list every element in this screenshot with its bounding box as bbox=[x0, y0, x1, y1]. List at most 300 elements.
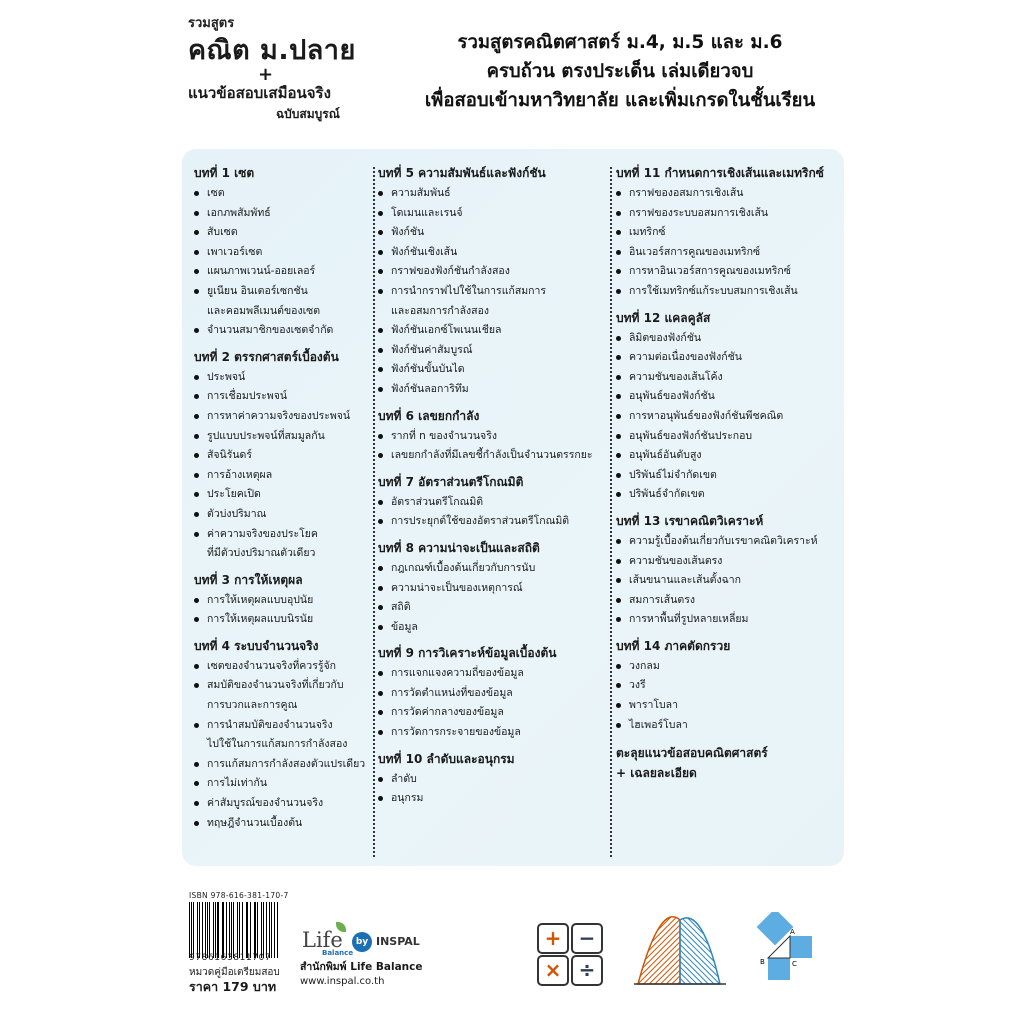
topic-item bbox=[194, 774, 374, 794]
book-category: หมวดคู่มือเตรียมสอบ bbox=[189, 967, 280, 978]
topic-item bbox=[378, 184, 610, 204]
geo-label-c: C bbox=[792, 960, 797, 968]
chapter-title: บทที่ 5 ความสัมพันธ์และฟังก์ชัน bbox=[378, 166, 546, 180]
topic-item bbox=[378, 446, 610, 466]
chapter-title: บทที่ 13 เรขาคณิตวิเคราะห์ bbox=[616, 513, 764, 528]
topic-item bbox=[194, 466, 374, 486]
topic-text: การแก้สมการกำลังสองตัวแปรเดียว bbox=[207, 757, 366, 770]
bullet-icon bbox=[194, 821, 199, 826]
price: ราคา 179 บาท bbox=[189, 979, 277, 994]
topic-text: การแจกแจงความถี่ของข้อมูล bbox=[391, 667, 524, 680]
topic-text: ทฤษฎีจำนวนเบื้องต้น bbox=[207, 816, 303, 829]
topic-text: ตัวบ่งปริมาณ bbox=[207, 507, 267, 520]
topic-text: ประพจน์ bbox=[207, 370, 246, 383]
topic-text: สมการเส้นตรง bbox=[629, 593, 695, 606]
bullet-icon bbox=[194, 492, 199, 497]
bullet-icon bbox=[194, 375, 199, 380]
chapter-block bbox=[616, 638, 842, 735]
topic-item bbox=[378, 579, 610, 599]
geo-label-a: A bbox=[790, 928, 795, 936]
chapter-title: บทที่ 14 ภาคตัดกรวย bbox=[616, 638, 731, 653]
topic-text: รูปแบบประพจน์ที่สมมูลกัน bbox=[207, 429, 325, 442]
topic-text: ฟังก์ชัน bbox=[391, 226, 425, 239]
bullet-icon bbox=[378, 250, 383, 255]
bullet-icon bbox=[194, 683, 199, 688]
topic-text: การวัดการกระจายของข้อมูล bbox=[391, 726, 521, 739]
minus-icon: − bbox=[571, 923, 603, 954]
bullet-icon bbox=[194, 617, 199, 622]
barcode-bar bbox=[250, 902, 251, 958]
topic-text: การวัดตำแหน่งที่ของข้อมูล bbox=[391, 686, 513, 699]
topic-item bbox=[616, 407, 842, 427]
chapter-block bbox=[194, 349, 374, 564]
topic-item bbox=[378, 770, 610, 790]
publisher-name: สำนักพิมพ์ Life Balance bbox=[300, 961, 423, 973]
topic-text: สับเซต bbox=[207, 226, 238, 239]
topic-item bbox=[616, 329, 842, 349]
chapter-title: บทที่ 7 อัตราส่วนตรีโกณมิติ bbox=[378, 474, 524, 489]
bullet-icon bbox=[194, 532, 199, 537]
topic-text: การหาค่าความจริงของประพจน์ bbox=[207, 409, 351, 422]
topic-text: การนำกราฟไปใช้ในการแก้สมการ bbox=[391, 284, 547, 297]
topic-text: และคอมพลีเมนต์ของเซต bbox=[207, 304, 321, 317]
chapter-block bbox=[616, 165, 842, 302]
topic-item bbox=[194, 243, 374, 263]
topic-text: อัตราส่วนตรีโกณมิติ bbox=[391, 495, 484, 508]
chapter-title: บทที่ 4 ระบบจำนวนจริง bbox=[194, 638, 319, 653]
contents-column-2 bbox=[378, 165, 610, 817]
bullet-icon bbox=[616, 617, 621, 622]
bullet-icon bbox=[194, 250, 199, 255]
topic-text: ความรู้เบื้องต้นเกี่ยวกับเรขาคณิตวิเคราะห์ bbox=[629, 534, 818, 547]
topic-text: ประโยคเปิด bbox=[207, 488, 261, 501]
topic-text: การหาพื้นที่รูปหลายเหลี่ยม bbox=[629, 613, 749, 626]
topic-item bbox=[616, 485, 842, 505]
bullet-icon bbox=[378, 211, 383, 216]
topic-item bbox=[378, 703, 610, 723]
chapter-title: บทที่ 11 กำหนดการเชิงเส้นและเมทริกซ์ bbox=[616, 166, 824, 180]
bullet-icon bbox=[378, 777, 383, 782]
topic-text: การใช้เมทริกซ์แก้ระบบสมการเชิงเส้น bbox=[629, 284, 798, 297]
topic-text: อนุพันธ์อันดับสูง bbox=[629, 449, 702, 462]
pythagoras-icon bbox=[742, 912, 822, 988]
chapter-title: บทที่ 6 เลขยกกำลัง bbox=[378, 408, 480, 423]
bullet-icon bbox=[378, 191, 383, 196]
bullet-icon bbox=[616, 375, 621, 380]
topic-item bbox=[194, 794, 374, 814]
topic-item bbox=[378, 380, 610, 400]
topic-text: เส้นขนานและเส้นตั้งฉาก bbox=[629, 574, 741, 587]
topic-item bbox=[194, 676, 374, 715]
topic-text: อินเวอร์สการคูณของเมทริกซ์ bbox=[629, 245, 761, 258]
topic-text: เพาเวอร์เซต bbox=[207, 245, 263, 258]
bullet-icon bbox=[378, 230, 383, 235]
topic-text: เมทริกซ์ bbox=[629, 226, 666, 239]
topic-item bbox=[194, 610, 374, 630]
topic-text: เซต bbox=[207, 187, 225, 199]
bullet-icon bbox=[378, 387, 383, 392]
barcode-bar bbox=[217, 902, 218, 958]
bullet-icon bbox=[616, 539, 621, 544]
topic-text: พาราโบลา bbox=[629, 699, 678, 712]
topic-item bbox=[378, 360, 610, 380]
barcode-bar bbox=[213, 902, 214, 958]
barcode bbox=[189, 902, 279, 958]
topic-item bbox=[616, 387, 842, 407]
bullet-icon bbox=[616, 250, 621, 255]
topic-item bbox=[194, 368, 374, 388]
topic-text: สัจนิรันดร์ bbox=[207, 449, 253, 462]
bullet-icon bbox=[378, 710, 383, 715]
chapter-block bbox=[194, 165, 374, 341]
topic-text: ฟังก์ชันเอกซ์โพเนนเชียล bbox=[391, 324, 502, 337]
barcode-bar bbox=[261, 902, 262, 958]
chapter-title: บทที่ 12 แคลคูลัส bbox=[616, 310, 711, 325]
topic-text: วงรี bbox=[629, 679, 646, 692]
topic-item bbox=[616, 282, 842, 302]
topic-item bbox=[378, 789, 610, 809]
topic-text: กราฟของระบบอสมการเชิงเส้น bbox=[629, 206, 769, 219]
topic-item bbox=[194, 657, 374, 677]
topic-text: ค่าความจริงของประโยค bbox=[207, 527, 318, 540]
topic-item bbox=[194, 223, 374, 243]
topic-item bbox=[616, 368, 842, 388]
bullet-icon bbox=[194, 781, 199, 786]
topic-text: ค่าสัมบูรณ์ของจำนวนจริง bbox=[207, 797, 324, 810]
topic-text: การวัดค่ากลางของข้อมูล bbox=[391, 706, 504, 719]
chapter-title: บทที่ 9 การวิเคราะห์ข้อมูลเบื้องต้น bbox=[378, 646, 557, 661]
topic-item bbox=[616, 184, 842, 204]
topic-item bbox=[378, 282, 610, 321]
bullet-icon bbox=[378, 605, 383, 610]
topic-item bbox=[194, 446, 374, 466]
topic-text: ไปใช้ในการแก้สมการกำลังสอง bbox=[207, 738, 348, 751]
topic-item bbox=[378, 664, 610, 684]
area-under-curve-icon bbox=[630, 912, 730, 988]
topic-text: ความต่อเนื่องของฟังก์ชัน bbox=[629, 351, 742, 364]
mid-title: แนวข้อสอบเสมือนจริง bbox=[188, 84, 331, 102]
publisher-website: www.inspal.co.th bbox=[300, 976, 385, 987]
chapter-title: บทที่ 2 ตรรกศาสตร์เบื้องต้น bbox=[194, 349, 339, 364]
topic-item bbox=[616, 446, 842, 466]
logo-balance-text: Balance bbox=[322, 949, 354, 957]
topic-item bbox=[616, 348, 842, 368]
bullet-icon bbox=[616, 289, 621, 294]
topic-item bbox=[194, 407, 374, 427]
barcode-bar bbox=[233, 902, 234, 958]
chapter-title: บทที่ 8 ความน่าจะเป็นและสถิติ bbox=[378, 540, 540, 555]
bullet-icon bbox=[616, 473, 621, 478]
topic-item bbox=[194, 485, 374, 505]
bullet-icon bbox=[194, 394, 199, 399]
bullet-icon bbox=[378, 796, 383, 801]
bullet-icon bbox=[616, 683, 621, 688]
chapter-block bbox=[378, 751, 610, 809]
bullet-icon bbox=[616, 230, 621, 235]
topic-item bbox=[616, 696, 842, 716]
bullet-icon bbox=[616, 211, 621, 216]
bullet-icon bbox=[378, 348, 383, 353]
bullet-icon bbox=[616, 578, 621, 583]
topic-text: ข้อมูล bbox=[391, 620, 418, 633]
topic-item bbox=[616, 532, 842, 552]
bullet-icon bbox=[616, 394, 621, 399]
topic-item bbox=[194, 321, 374, 341]
bullet-icon bbox=[616, 559, 621, 564]
bullet-icon bbox=[194, 664, 199, 669]
bullet-icon bbox=[378, 367, 383, 372]
topic-item bbox=[194, 814, 374, 834]
bullet-icon bbox=[194, 328, 199, 333]
bullet-icon bbox=[194, 473, 199, 478]
topic-text: กราฟของฟังก์ชันกำลังสอง bbox=[391, 265, 510, 278]
contents-column-3 bbox=[616, 165, 842, 783]
topic-text: การหาอินเวอร์สการคูณของเมทริกซ์ bbox=[629, 265, 791, 278]
barcode-bar bbox=[242, 902, 243, 958]
extra-exercises bbox=[616, 743, 842, 783]
calculator-icon bbox=[537, 923, 603, 985]
topic-text: โดเมนและเรนจ์ bbox=[391, 206, 463, 219]
topic-text: ความสัมพันธ์ bbox=[391, 187, 451, 199]
bullet-icon bbox=[616, 414, 621, 419]
bullet-icon bbox=[616, 453, 621, 458]
bullet-icon bbox=[378, 269, 383, 274]
bullet-icon bbox=[194, 723, 199, 728]
column-divider bbox=[610, 167, 612, 857]
topic-item bbox=[616, 243, 842, 263]
topic-item bbox=[378, 427, 610, 447]
isbn-label: ISBN 978-616-381-170-7 bbox=[189, 891, 289, 900]
topic-text: รากที่ n ของจำนวนจริง bbox=[391, 429, 497, 442]
topic-item bbox=[194, 755, 374, 775]
topic-text: การเชื่อมประพจน์ bbox=[207, 390, 288, 403]
contents-panel bbox=[182, 149, 844, 866]
bullet-icon bbox=[194, 414, 199, 419]
topic-item bbox=[616, 204, 842, 224]
topic-item bbox=[378, 204, 610, 224]
chapter-block bbox=[616, 310, 842, 505]
topic-item bbox=[378, 598, 610, 618]
bullet-icon bbox=[616, 703, 621, 708]
topic-text: วงกลม bbox=[629, 659, 660, 672]
topic-text: ปริพันธ์ไม่จำกัดเขต bbox=[629, 468, 717, 481]
topic-text: เอกภพสัมพัทธ์ bbox=[207, 206, 271, 219]
logo-life-text: Life bbox=[302, 928, 343, 952]
bullet-icon bbox=[194, 453, 199, 458]
barcode-bar bbox=[189, 902, 190, 958]
topic-item bbox=[616, 716, 842, 736]
topic-item bbox=[378, 341, 610, 361]
topic-text: ฟังก์ชันค่าสัมบูรณ์ bbox=[391, 343, 473, 356]
bullet-icon bbox=[616, 191, 621, 196]
barcode-number: 9786163811707 bbox=[189, 953, 272, 963]
topic-text: การบวกและการคูณ bbox=[207, 699, 298, 712]
topic-text: และอสมการกำลังสอง bbox=[391, 304, 490, 317]
bullet-icon bbox=[378, 566, 383, 571]
cover-title bbox=[188, 12, 388, 124]
topic-text: การให้เหตุผลแบบนิรนัย bbox=[207, 613, 314, 626]
topic-item bbox=[616, 466, 842, 486]
topic-text: ฟังก์ชันเชิงเส้น bbox=[391, 245, 458, 258]
topic-text: ความชันของเส้นตรง bbox=[629, 554, 723, 567]
topic-text: การให้เหตุผลแบบอุปนัย bbox=[207, 593, 314, 606]
topic-item bbox=[194, 427, 374, 447]
barcode-bar bbox=[226, 902, 227, 958]
bullet-icon bbox=[194, 598, 199, 603]
topic-item bbox=[194, 282, 374, 321]
bullet-icon bbox=[616, 434, 621, 439]
bullet-icon bbox=[194, 289, 199, 294]
topic-item bbox=[194, 204, 374, 224]
bullet-icon bbox=[378, 671, 383, 676]
topic-item bbox=[616, 223, 842, 243]
headline bbox=[420, 28, 820, 115]
bullet-icon bbox=[616, 598, 621, 603]
bullet-icon bbox=[194, 801, 199, 806]
topic-item bbox=[378, 223, 610, 243]
bullet-icon bbox=[378, 519, 383, 524]
extra-line2: + เฉลยละเอียด bbox=[616, 766, 697, 781]
contents-column-1 bbox=[194, 165, 374, 841]
topic-item bbox=[378, 618, 610, 638]
topic-text: จำนวนสมาชิกของเซตจำกัด bbox=[207, 324, 334, 337]
topic-item bbox=[378, 684, 610, 704]
logo-inspal-text: INSPAL bbox=[376, 935, 420, 948]
topic-item bbox=[378, 723, 610, 743]
chapter-block bbox=[194, 638, 374, 833]
headline-line-2: ครบถ้วน ตรงประเด็น เล่มเดียวจบ bbox=[486, 61, 754, 82]
topic-text: เซตของจำนวนจริงที่ควรรู้จัก bbox=[207, 659, 336, 672]
chapter-block bbox=[616, 513, 842, 630]
bullet-icon bbox=[194, 191, 199, 196]
topic-item bbox=[616, 262, 842, 282]
bullet-icon bbox=[616, 723, 621, 728]
big-title: คณิต ม.ปลาย bbox=[188, 35, 356, 66]
topic-text: ฟังก์ชันลอการิทึม bbox=[391, 382, 469, 395]
chapter-block bbox=[378, 645, 610, 742]
topic-item bbox=[194, 184, 374, 204]
topic-item bbox=[616, 591, 842, 611]
bullet-icon bbox=[378, 453, 383, 458]
topic-item bbox=[616, 676, 842, 696]
divide-icon: ÷ bbox=[571, 955, 603, 986]
bullet-icon bbox=[616, 492, 621, 497]
bullet-icon bbox=[616, 336, 621, 341]
times-icon: × bbox=[537, 955, 569, 986]
bullet-icon bbox=[194, 512, 199, 517]
topic-text: การอ้างเหตุผล bbox=[207, 468, 273, 481]
barcode-bar bbox=[199, 902, 200, 958]
geo-label-b: B bbox=[760, 958, 765, 966]
chapter-block bbox=[378, 408, 610, 466]
topic-text: อนุกรม bbox=[391, 792, 424, 805]
topic-text: ปริพันธ์จำกัดเขต bbox=[629, 488, 705, 501]
topic-text: ยูเนียน อินเตอร์เซกชัน bbox=[207, 284, 308, 297]
topic-text: การนำสมบัติของจำนวนจริง bbox=[207, 718, 333, 731]
chapter-title: บทที่ 10 ลำดับและอนุกรม bbox=[378, 751, 515, 766]
topic-text: สมบัติของจำนวนจริงที่เกี่ยวกับ bbox=[207, 679, 344, 692]
topic-text: ฟังก์ชันขั้นบันได bbox=[391, 363, 465, 376]
small-title: รวมสูตร bbox=[188, 16, 235, 31]
bullet-icon bbox=[378, 434, 383, 439]
bullet-icon bbox=[378, 289, 383, 294]
topic-item bbox=[194, 591, 374, 611]
chapter-block bbox=[378, 540, 610, 637]
plus-icon: + bbox=[537, 923, 569, 954]
barcode-bar bbox=[271, 902, 272, 958]
headline-line-3: เพื่อสอบเข้ามหาวิทยาลัย และเพิ่มเกรดในชั้นเรียน bbox=[424, 90, 816, 111]
topic-text: การหาอนุพันธ์ของฟังก์ชันพีชคณิต bbox=[629, 409, 784, 422]
topic-item bbox=[616, 610, 842, 630]
topic-item bbox=[194, 387, 374, 407]
barcode-bar bbox=[277, 902, 278, 958]
topic-item bbox=[378, 321, 610, 341]
chapter-block bbox=[378, 165, 610, 400]
bullet-icon bbox=[378, 586, 383, 591]
topic-text: ที่มีตัวบ่งปริมาณตัวเดียว bbox=[207, 547, 316, 560]
bullet-icon bbox=[194, 434, 199, 439]
bullet-icon bbox=[378, 625, 383, 630]
topic-text: การประยุกต์ใช้ของอัตราส่วนตรีโกณมิติ bbox=[391, 515, 570, 528]
topic-text: อนุพันธ์ของฟังก์ชันประกอบ bbox=[629, 429, 753, 442]
chapter-title: บทที่ 3 การให้เหตุผล bbox=[194, 572, 303, 587]
topic-text: ลิมิตของฟังก์ชัน bbox=[629, 331, 702, 344]
chapter-block bbox=[194, 572, 374, 630]
topic-text: กราฟของอสมการเชิงเส้น bbox=[629, 187, 744, 199]
topic-item bbox=[616, 571, 842, 591]
topic-text: การไม่เท่ากัน bbox=[207, 777, 268, 790]
topic-text: ไฮเพอร์โบลา bbox=[629, 718, 688, 731]
bullet-icon bbox=[378, 500, 383, 505]
bullet-icon bbox=[194, 269, 199, 274]
bullet-icon bbox=[378, 328, 383, 333]
topic-item bbox=[194, 262, 374, 282]
topic-text: แผนภาพเวนน์-ออยเลอร์ bbox=[207, 265, 316, 278]
topic-text: กฎเกณฑ์เบื้องต้นเกี่ยวกับการนับ bbox=[391, 561, 536, 574]
bullet-icon bbox=[378, 730, 383, 735]
bullet-icon bbox=[194, 762, 199, 767]
topic-item bbox=[616, 427, 842, 447]
topic-text: เลขยกกำลังที่มีเลขชี้กำลังเป็นจำนวนตรรกยะ bbox=[391, 449, 593, 462]
barcode-bar bbox=[197, 902, 198, 958]
topic-text: ความน่าจะเป็นของเหตุการณ์ bbox=[391, 581, 523, 594]
topic-item bbox=[194, 505, 374, 525]
topic-item bbox=[378, 512, 610, 532]
chapter-title: บทที่ 1 เซต bbox=[194, 166, 255, 180]
bullet-icon bbox=[194, 230, 199, 235]
bullet-icon bbox=[194, 211, 199, 216]
bullet-icon bbox=[616, 664, 621, 669]
topic-text: ความชันของเส้นโค้ง bbox=[629, 370, 723, 383]
topic-item bbox=[194, 716, 374, 755]
chapter-block bbox=[378, 474, 610, 532]
logo-by-badge: by bbox=[352, 932, 372, 952]
barcode-bar bbox=[263, 902, 264, 958]
topic-item bbox=[378, 262, 610, 282]
plus-sign: + bbox=[258, 64, 274, 85]
extra-line1: ตะลุยแนวข้อสอบคณิตศาสตร์ bbox=[616, 746, 768, 761]
bullet-icon bbox=[616, 355, 621, 360]
topic-text: อนุพันธ์ของฟังก์ชัน bbox=[629, 390, 715, 403]
bullet-icon bbox=[616, 269, 621, 274]
bullet-icon bbox=[378, 691, 383, 696]
sub-title: ฉบับสมบูรณ์ bbox=[276, 107, 340, 121]
topic-item bbox=[378, 493, 610, 513]
headline-line-1: รวมสูตรคณิตศาสตร์ ม.4, ม.5 และ ม.6 bbox=[457, 32, 783, 53]
topic-text: ลำดับ bbox=[391, 772, 417, 785]
topic-item bbox=[616, 657, 842, 677]
topic-item bbox=[616, 552, 842, 572]
